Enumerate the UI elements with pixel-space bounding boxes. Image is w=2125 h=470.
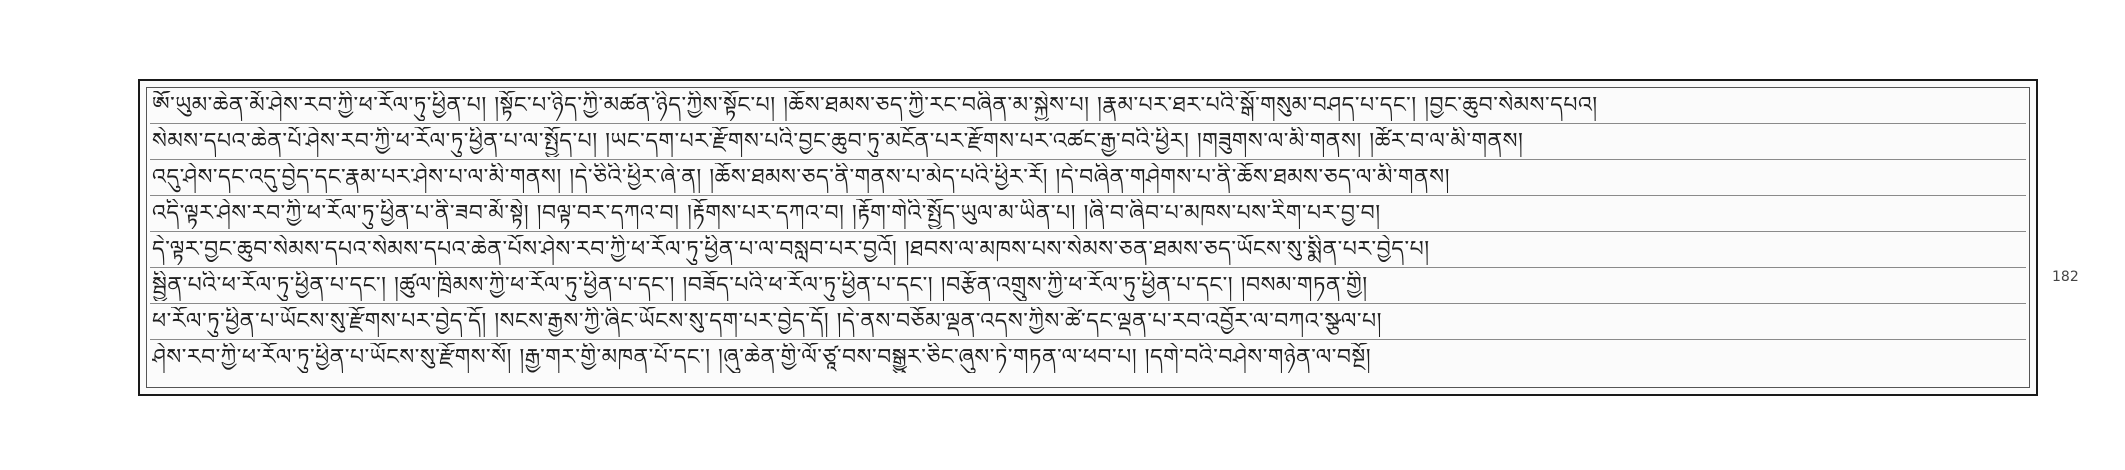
line-ruling [150, 339, 2026, 340]
text-line: ཕ་རོལ་ཏུ་ཕྱིན་པ་ཡོངས་སུ་རྫོགས་པར་བྱེད་དོ། །སངས་རྒྱས་ཀྱི་ཞིང་ཡོངས་སུ་དག་པར་བྱེད་དོ། །དེ་ནས་བཅོམ་ལྡན་འདས་ཀྱིས་ཚེ་དང་ལྡན་པ་རབ་འབྱོར་ལ་བཀའ་སྩལ་པ། [152, 309, 1382, 334]
line-ruling [150, 123, 2026, 124]
text-line: དེ་ལྟར་བྱང་ཆུབ་སེམས་དཔའ་སེམས་དཔའ་ཆེན་པོས་ཤེས་རབ་ཀྱི་ཕ་རོལ་ཏུ་ཕྱིན་པ་ལ་བསླབ་པར་བྱའོ། །ཐབས་ལ་མཁས་པས་སེམས་ཅན་ཐམས་ཅད་ཡོངས་སུ་སྨིན་པར་བྱེད་པ། [152, 237, 1430, 262]
line-ruling [150, 159, 2026, 160]
text-line: ཤེས་རབ་ཀྱི་ཕ་རོལ་ཏུ་ཕྱིན་པ་ཡོངས་སུ་རྫོགས་སོ། །རྒྱ་གར་གྱི་མཁན་པོ་དང་། །ཞུ་ཆེན་གྱི་ལོ་ཙཱ་བས་བསྒྱུར་ཅིང་ཞུས་ཏེ་གཏན་ལ་ཕབ་པ། །དགེ་བའི་བཤེས་གཉེན་ལ་བསྔོ། [152, 345, 1372, 370]
folio-frame [138, 79, 2038, 396]
text-line: སྦྱིན་པའི་ཕ་རོལ་ཏུ་ཕྱིན་པ་དང་། །ཚུལ་ཁྲིམས་ཀྱི་ཕ་རོལ་ཏུ་ཕྱིན་པ་དང་། །བཟོད་པའི་ཕ་རོལ་ཏུ་ཕྱིན་པ་དང་། །བརྩོན་འགྲུས་ཀྱི་ཕ་རོལ་ཏུ་ཕྱིན་པ་དང་། །བསམ་གཏན་གྱི། [152, 273, 1368, 298]
line-ruling [150, 303, 2026, 304]
page-number: 182 [2052, 269, 2079, 285]
line-ruling [150, 231, 2026, 232]
text-line: སེམས་དཔའ་ཆེན་པོ་ཤེས་རབ་ཀྱི་ཕ་རོལ་ཏུ་ཕྱིན་པ་ལ་སྤྱོད་པ། །ཡང་དག་པར་རྫོགས་པའི་བྱང་ཆུབ་ཏུ་མངོན་པར་རྫོགས་པར་འཚང་རྒྱ་བའི་ཕྱིར། །གཟུགས་ལ་མི་གནས། །ཚོར་བ་ལ་མི་གནས། [152, 129, 1524, 154]
text-line: ༀ་ཡུམ་ཆེན་མོ་ཤེས་རབ་ཀྱི་ཕ་རོལ་ཏུ་ཕྱིན་པ། །སྟོང་པ་ཉིད་ཀྱི་མཚན་ཉིད་ཀྱིས་སྟོང་པ། །ཆོས་ཐམས་ཅད་ཀྱི་རང་བཞིན་མ་སྐྱེས་པ། །རྣམ་པར་ཐར་པའི་སྒོ་གསུམ་བཤད་པ་དང་། །བྱང་ཆུབ་སེམས་དཔའ། [152, 93, 1598, 118]
text-line: འདི་ལྟར་ཤེས་རབ་ཀྱི་ཕ་རོལ་ཏུ་ཕྱིན་པ་ནི་ཟབ་མོ་སྟེ། །བལྟ་བར་དཀའ་བ། །རྟོགས་པར་དཀའ་བ། །རྟོག་གེའི་སྤྱོད་ཡུལ་མ་ཡིན་པ། །ཞི་བ་ཞིབ་པ་མཁས་པས་རིག་པར་བྱ་བ། [152, 201, 1381, 226]
line-ruling [150, 195, 2026, 196]
line-ruling [150, 267, 2026, 268]
text-line: འདུ་ཤེས་དང་འདུ་བྱེད་དང་རྣམ་པར་ཤེས་པ་ལ་མི་གནས། །དེ་ཅིའི་ཕྱིར་ཞེ་ན། །ཆོས་ཐམས་ཅད་ནི་གནས་པ་མེད་པའི་ཕྱིར་རོ། །དེ་བཞིན་གཤེགས་པ་ནི་ཆོས་ཐམས་ཅད་ལ་མི་གནས། [152, 165, 1450, 190]
